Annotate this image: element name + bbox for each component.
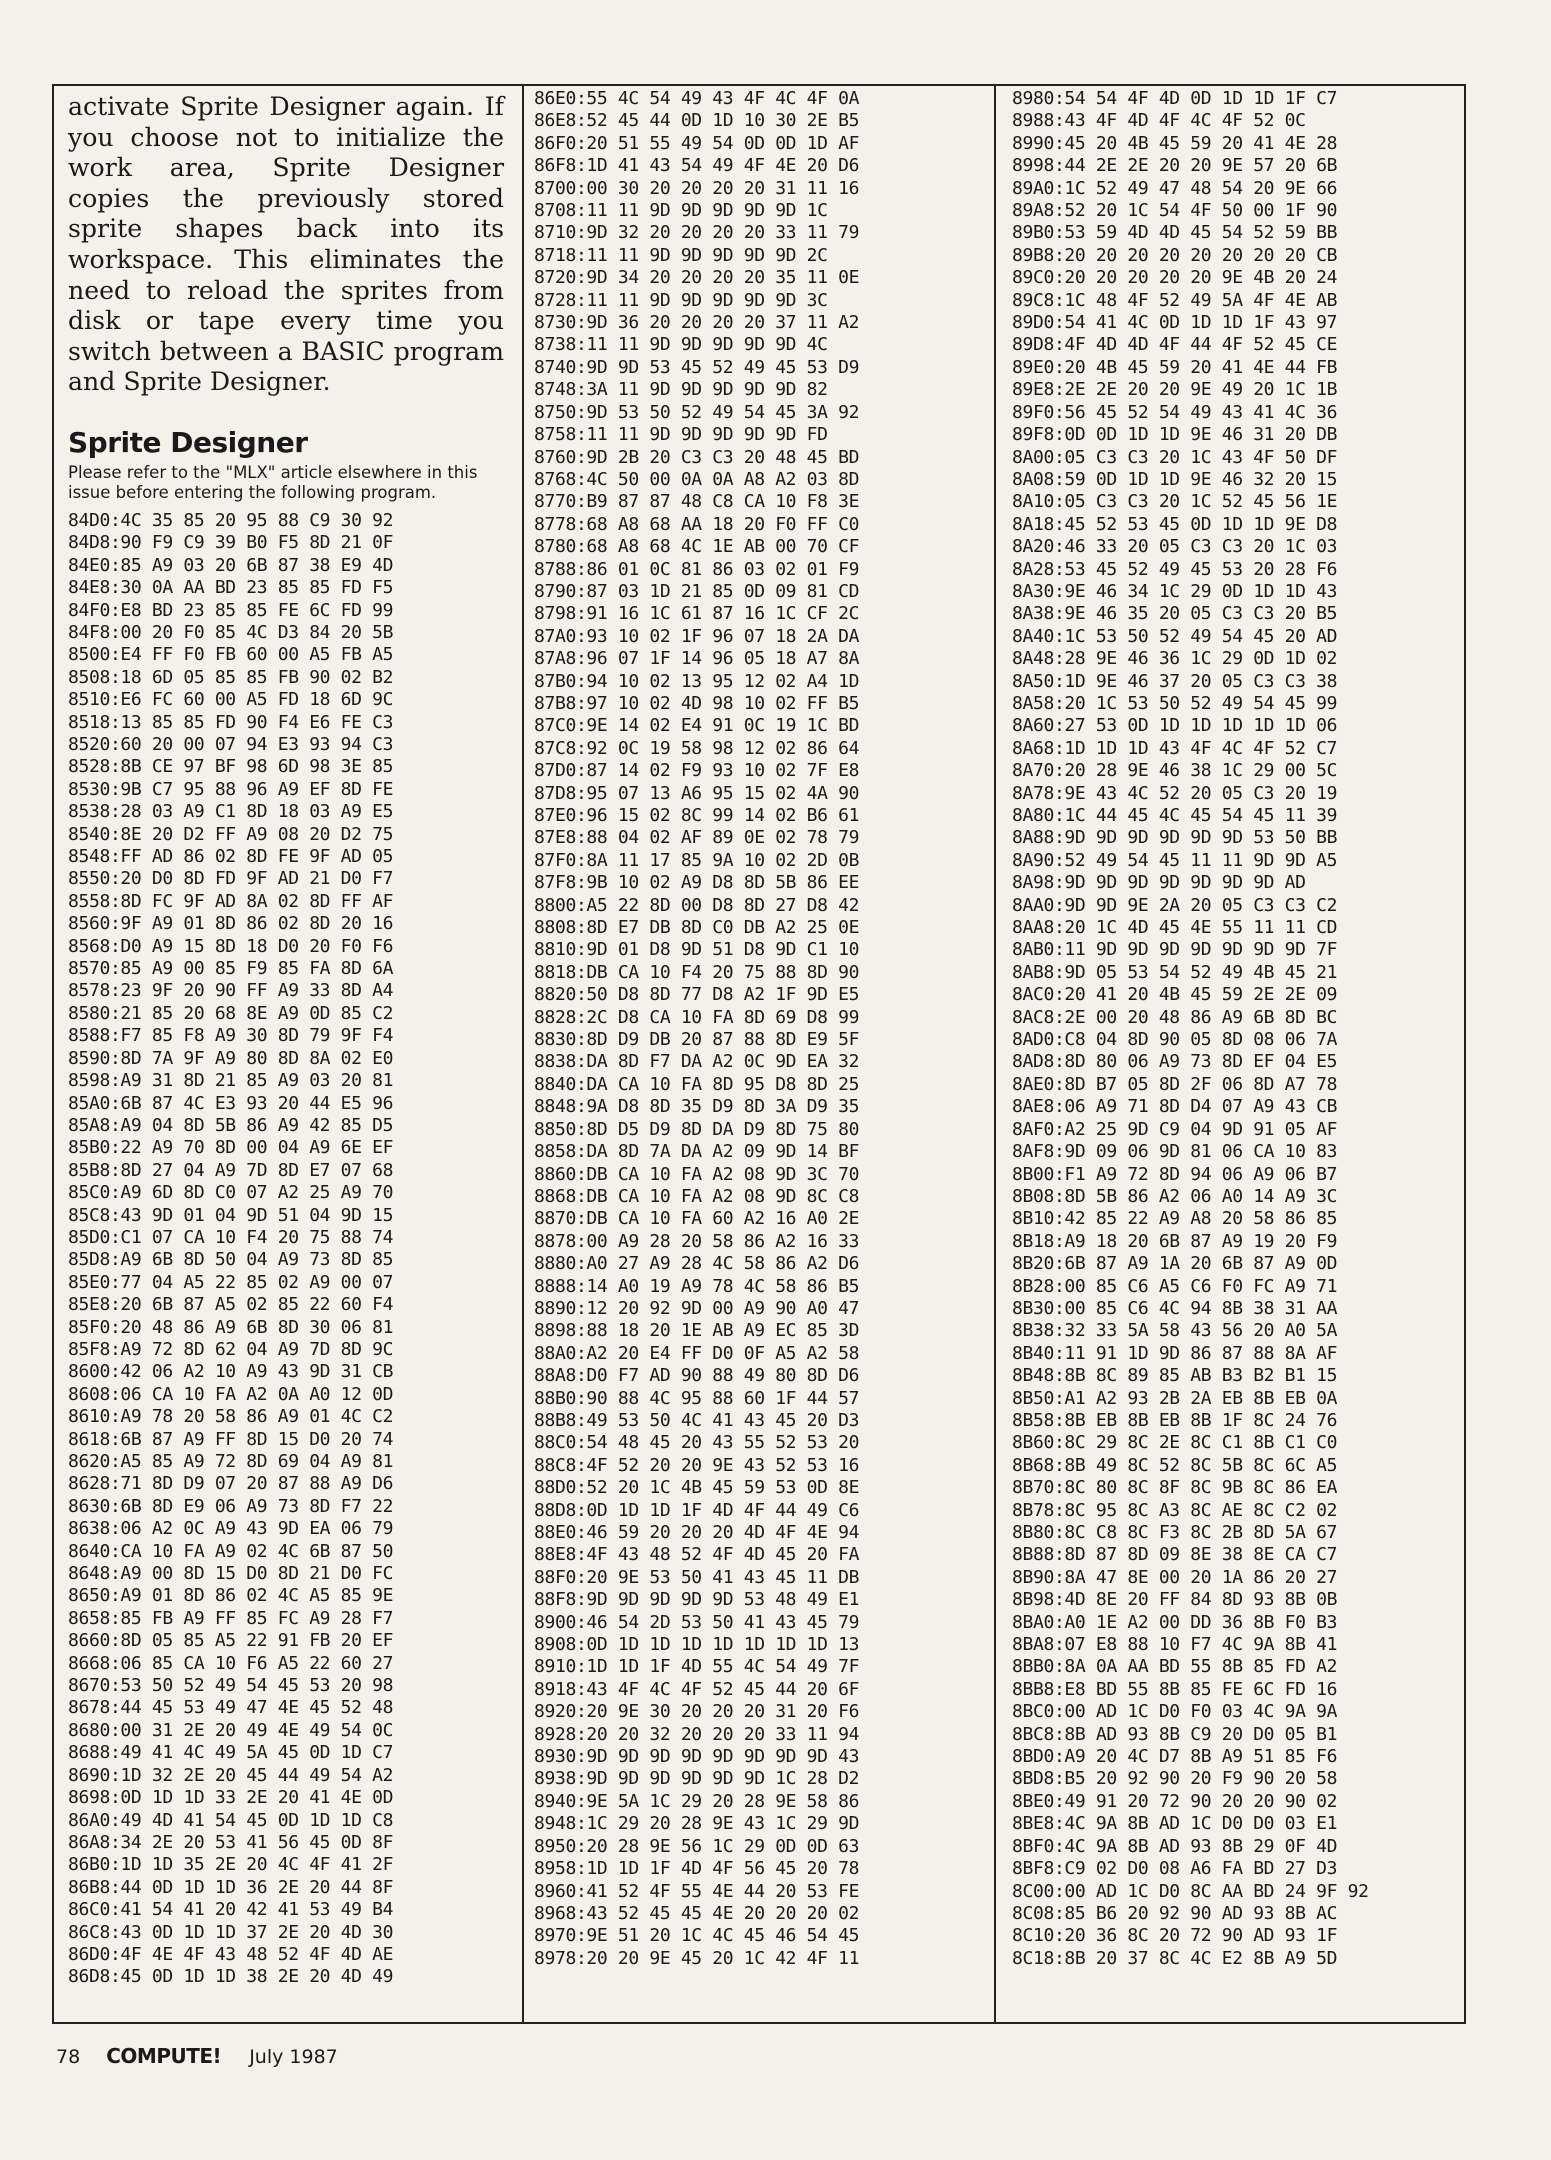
listing-line: 8B08:8D 5B 86 A2 06 A0 14 A9 3C xyxy=(1012,1185,1338,1207)
article-intro-text: activate Sprite Designer again. If you choose not to initialize the work area, Sprite Designer copies the previously stored sprite shapes back into its workspace. This eliminates the need to reload the sprites from disk or tape every time you switch between a BASIC program and Sprite Designer. xyxy=(68,92,504,397)
listing-line: 8648:A9 00 8D 15 D0 8D 21 D0 FC xyxy=(68,1563,394,1585)
listing-line: 8570:85 A9 00 85 F9 85 FA 8D 6A xyxy=(68,958,394,980)
listing-line: 8708:11 11 9D 9D 9D 9D 9D 1C xyxy=(534,200,828,222)
listing-line: 87C0:9E 14 02 E4 91 0C 19 1C BD xyxy=(534,715,860,737)
listing-line: 87D8:95 07 13 A6 95 15 02 4A 90 xyxy=(534,782,860,804)
listing-line: 8A40:1C 53 50 52 49 54 45 20 AD xyxy=(1012,625,1338,647)
listing-line: 8860:DB CA 10 FA A2 08 9D 3C 70 xyxy=(534,1163,860,1185)
listing-line: 88F8:9D 9D 9D 9D 9D 53 48 49 E1 xyxy=(534,1589,860,1611)
listing-line: 8968:43 52 45 45 4E 20 20 20 02 xyxy=(534,1902,860,1924)
listing-line: 8A00:05 C3 C3 20 1C 43 4F 50 DF xyxy=(1012,446,1338,468)
listing-line: 8608:06 CA 10 FA A2 0A A0 12 0D xyxy=(68,1383,394,1405)
listing-line: 8B40:11 91 1D 9D 86 87 88 8A AF xyxy=(1012,1342,1338,1364)
listing-line: 86E8:52 45 44 0D 1D 10 30 2E B5 xyxy=(534,110,860,132)
listing-line: 89A0:1C 52 49 47 48 54 20 9E 66 xyxy=(1012,177,1338,199)
listing-line: 8878:00 A9 28 20 58 86 A2 16 33 xyxy=(534,1230,860,1252)
listing-line: 8A48:28 9E 46 36 1C 29 0D 1D 02 xyxy=(1012,648,1338,670)
listing-column-1 xyxy=(68,510,504,1989)
listing-line: 8508:18 6D 05 85 85 FB 90 02 B2 xyxy=(68,666,394,688)
listing-line: 8B80:8C C8 8C F3 8C 2B 8D 5A 67 xyxy=(1012,1522,1338,1543)
listing-line: 8BF0:4C 9A 8B AD 93 8B 29 0F 4D xyxy=(1012,1835,1338,1857)
listing-line: 8AA8:20 1C 4D 45 4E 55 11 11 CD xyxy=(1012,917,1338,939)
listing-line: 8748:3A 11 9D 9D 9D 9D 9D 82 xyxy=(534,379,828,401)
listing-line: 8980:54 54 4F 4D 0D 1D 1D 1F C7 xyxy=(1012,88,1338,109)
listing-line: 8B98:4D 8E 20 FF 84 8D 93 8B 0B xyxy=(1012,1589,1338,1611)
listing-line: 8698:0D 1D 1D 33 2E 20 41 4E 0D xyxy=(68,1787,394,1809)
listing-line: 87E8:88 04 02 AF 89 0E 02 78 79 xyxy=(534,827,860,849)
listing-line: 8758:11 11 9D 9D 9D 9D 9D FD xyxy=(534,424,828,446)
listing-line: 8A58:20 1C 53 50 52 49 54 45 99 xyxy=(1012,692,1338,714)
column-rule xyxy=(994,84,996,2024)
magazine-name: COMPUTE! xyxy=(106,2044,222,2068)
listing-line: 8B18:A9 18 20 6B 87 A9 19 20 F9 xyxy=(1012,1230,1338,1252)
listing-line: 8828:2C D8 CA 10 FA 8D 69 D8 99 xyxy=(534,1006,860,1028)
listing-line: 8B28:00 85 C6 A5 C6 F0 FC A9 71 xyxy=(1012,1275,1338,1297)
listing-line: 8BC0:00 AD 1C D0 F0 03 4C 9A 9A xyxy=(1012,1701,1338,1723)
page-frame-bottom xyxy=(52,2022,1466,2024)
listing-line: 8B30:00 85 C6 4C 94 8B 38 31 AA xyxy=(1012,1297,1338,1319)
column-2 xyxy=(534,88,859,1970)
listing-line: 89A8:52 20 1C 54 4F 50 00 1F 90 xyxy=(1012,200,1338,222)
listing-line: 8520:60 20 00 07 94 E3 93 94 C3 xyxy=(68,734,394,755)
listing-line: 84D8:90 F9 C9 39 B0 F5 8D 21 0F xyxy=(68,532,394,554)
listing-line: 8618:6B 87 A9 FF 8D 15 D0 20 74 xyxy=(68,1428,394,1450)
listing-line: 8A18:45 52 53 45 0D 1D 1D 9E D8 xyxy=(1012,513,1338,535)
listing-line: 8A90:52 49 54 45 11 11 9D 9D A5 xyxy=(1012,849,1338,871)
listing-line: 8A30:9E 46 34 1C 29 0D 1D 1D 43 xyxy=(1012,580,1338,602)
listing-line: 89F8:0D 0D 1D 1D 9E 46 31 20 DB xyxy=(1012,424,1338,446)
listing-line: 86A8:34 2E 20 53 41 56 45 0D 8F xyxy=(68,1831,394,1853)
listing-line: 8728:11 11 9D 9D 9D 9D 9D 3C xyxy=(534,289,828,311)
listing-line: 8898:88 18 20 1E AB A9 EC 85 3D xyxy=(534,1320,860,1342)
listing-line: 8548:FF AD 86 02 8D FE 9F AD 05 xyxy=(68,846,394,868)
section-heading: Sprite Designer xyxy=(68,425,308,459)
listing-line: 8970:9E 51 20 1C 4C 45 46 54 45 xyxy=(534,1925,860,1947)
listing-line: 8658:85 FB A9 FF 85 FC A9 28 F7 xyxy=(68,1607,394,1629)
listing-line: 8C18:8B 20 37 8C 4C E2 8B A9 5D xyxy=(1012,1947,1338,1969)
listing-line: 8580:21 85 20 68 8E A9 0D 85 C2 xyxy=(68,1002,394,1024)
listing-line: 8A38:9E 46 35 20 05 C3 C3 20 B5 xyxy=(1012,603,1338,625)
listing-line: 8858:DA 8D 7A DA A2 09 9D 14 BF xyxy=(534,1141,860,1163)
listing-line: 86F0:20 51 55 49 54 0D 0D 1D AF xyxy=(534,132,860,154)
listing-line: 8680:00 31 2E 20 49 4E 49 54 0C xyxy=(68,1719,394,1741)
listing-line: 8BC8:8B AD 93 8B C9 20 D0 05 B1 xyxy=(1012,1723,1338,1745)
listing-line: 89F0:56 45 52 54 49 43 41 4C 36 xyxy=(1012,401,1338,423)
listing-line: 87D0:87 14 02 F9 93 10 02 7F E8 xyxy=(534,760,860,782)
listing-line: 8938:9D 9D 9D 9D 9D 9D 1C 28 D2 xyxy=(534,1768,860,1790)
listing-line: 85D8:A9 6B 8D 50 04 A9 73 8D 85 xyxy=(68,1249,394,1271)
listing-line: 8830:8D D9 DB 20 87 88 8D E9 5F xyxy=(534,1029,860,1051)
listing-line: 8950:20 28 9E 56 1C 29 0D 0D 63 xyxy=(534,1835,860,1857)
issue-date: July 1987 xyxy=(249,2046,338,2068)
listing-line: 89E8:2E 2E 20 20 9E 49 20 1C 1B xyxy=(1012,379,1338,401)
listing-line: 84E8:30 0A AA BD 23 85 85 FD F5 xyxy=(68,577,394,599)
listing-line: 8550:20 D0 8D FD 9F AD 21 D0 F7 xyxy=(68,868,394,890)
listing-line: 8948:1C 29 20 28 9E 43 1C 29 9D xyxy=(534,1813,860,1835)
listing-line: 8AE0:8D B7 05 8D 2F 06 8D A7 78 xyxy=(1012,1073,1338,1095)
listing-line: 8628:71 8D D9 07 20 87 88 A9 D6 xyxy=(68,1473,394,1495)
listing-line: 8778:68 A8 68 AA 18 20 F0 FF C0 xyxy=(534,513,860,535)
listing-line: 86C8:43 0D 1D 1D 37 2E 20 4D 30 xyxy=(68,1921,394,1943)
listing-line: 88E0:46 59 20 20 20 4D 4F 4E 94 xyxy=(534,1522,860,1543)
listing-line: 8AE8:06 A9 71 8D D4 07 A9 43 CB xyxy=(1012,1096,1338,1118)
listing-line: 8A20:46 33 20 05 C3 C3 20 1C 03 xyxy=(1012,536,1338,558)
listing-line: 85D0:C1 07 CA 10 F4 20 75 88 74 xyxy=(68,1226,394,1248)
listing-line: 86D8:45 0D 1D 1D 38 2E 20 4D 49 xyxy=(68,1966,394,1988)
listing-line: 8788:86 01 0C 81 86 03 02 01 F9 xyxy=(534,558,860,580)
listing-line: 8958:1D 1D 1F 4D 4F 56 45 20 78 xyxy=(534,1858,860,1880)
listing-line: 8650:A9 01 8D 86 02 4C A5 85 9E xyxy=(68,1585,394,1607)
listing-line: 8AD8:8D 80 06 A9 73 8D EF 04 E5 xyxy=(1012,1051,1338,1073)
listing-line: 8908:0D 1D 1D 1D 1D 1D 1D 1D 13 xyxy=(534,1634,860,1656)
listing-line: 8AB8:9D 05 53 54 52 49 4B 45 21 xyxy=(1012,961,1338,983)
page-footer xyxy=(56,2044,338,2068)
listing-line: 85B8:8D 27 04 A9 7D 8D E7 07 68 xyxy=(68,1159,394,1181)
listing-line: 8A98:9D 9D 9D 9D 9D 9D 9D AD xyxy=(1012,872,1306,894)
listing-line: 8B68:8B 49 8C 52 8C 5B 8C 6C A5 xyxy=(1012,1454,1338,1476)
listing-line: 8640:CA 10 FA A9 02 4C 6B 87 50 xyxy=(68,1540,394,1562)
listing-line: 8740:9D 9D 53 45 52 49 45 53 D9 xyxy=(534,356,860,378)
listing-line: 8940:9E 5A 1C 29 20 28 9E 58 86 xyxy=(534,1790,860,1812)
listing-line: 8620:A5 85 A9 72 8D 69 04 A9 81 xyxy=(68,1451,394,1472)
listing-line: 8A60:27 53 0D 1D 1D 1D 1D 1D 06 xyxy=(1012,715,1338,737)
listing-line: 8BB0:8A 0A AA BD 55 8B 85 FD A2 xyxy=(1012,1656,1338,1678)
listing-line: 8BE8:4C 9A 8B AD 1C D0 D0 03 E1 xyxy=(1012,1813,1338,1835)
listing-line: 8560:9F A9 01 8D 86 02 8D 20 16 xyxy=(68,913,394,935)
listing-line: 8928:20 20 32 20 20 20 33 11 94 xyxy=(534,1723,860,1745)
listing-line: 8A10:05 C3 C3 20 1C 52 45 56 1E xyxy=(1012,491,1338,513)
listing-line: 8B70:8C 80 8C 8F 8C 9B 8C 86 EA xyxy=(1012,1477,1338,1499)
listing-line: 87B0:94 10 02 13 95 12 02 A4 1D xyxy=(534,670,860,692)
listing-line: 8870:DB CA 10 FA 60 A2 16 A0 2E xyxy=(534,1208,860,1230)
listing-line: 84F0:E8 BD 23 85 85 FE 6C FD 99 xyxy=(68,599,394,621)
listing-line: 8810:9D 01 D8 9D 51 D8 9D C1 10 xyxy=(534,939,860,961)
listing-line: 8568:D0 A9 15 8D 18 D0 20 F0 F6 xyxy=(68,935,394,957)
listing-line: 85F8:A9 72 8D 62 04 A9 7D 8D 9C xyxy=(68,1338,394,1360)
listing-line: 8B48:8B 8C 89 85 AB B3 B2 B1 15 xyxy=(1012,1365,1338,1387)
listing-line: 8660:8D 05 85 A5 22 91 FB 20 EF xyxy=(68,1630,394,1652)
listing-line: 8B38:32 33 5A 58 43 56 20 A0 5A xyxy=(1012,1320,1338,1342)
listing-line: 8C00:00 AD 1C D0 8C AA BD 24 9F 92 xyxy=(1012,1880,1369,1902)
listing-line: 87C8:92 0C 19 58 98 12 02 86 64 xyxy=(534,737,860,759)
listing-line: 8A78:9E 43 4C 52 20 05 C3 20 19 xyxy=(1012,782,1338,804)
listing-line: 8850:8D D5 D9 8D DA D9 8D 75 80 xyxy=(534,1118,860,1140)
listing-line: 88B8:49 53 50 4C 41 43 45 20 D3 xyxy=(534,1409,860,1431)
listing-line: 85A0:6B 87 4C E3 93 20 44 E5 96 xyxy=(68,1092,394,1114)
listing-line: 85C0:A9 6D 8D C0 07 A2 25 A9 70 xyxy=(68,1182,394,1204)
listing-line: 8AA0:9D 9D 9E 2A 20 05 C3 C3 C2 xyxy=(1012,894,1338,916)
listing-line: 8730:9D 36 20 20 20 20 37 11 A2 xyxy=(534,312,860,334)
listing-line: 8670:53 50 52 49 54 45 53 20 98 xyxy=(68,1675,394,1697)
listing-line: 8B00:F1 A9 72 8D 94 06 A9 06 B7 xyxy=(1012,1163,1338,1185)
listing-line: 88B0:90 88 4C 95 88 60 1F 44 57 xyxy=(534,1387,860,1409)
listing-line: 8848:9A D8 8D 35 D9 8D 3A D9 35 xyxy=(534,1096,860,1118)
listing-line: 84E0:85 A9 03 20 6B 87 38 E9 4D xyxy=(68,554,394,576)
listing-line: 8A80:1C 44 45 4C 45 54 45 11 39 xyxy=(1012,805,1338,826)
listing-line: 8690:1D 32 2E 20 45 44 49 54 A2 xyxy=(68,1764,394,1786)
listing-line: 8B50:A1 A2 93 2B 2A EB 8B EB 0A xyxy=(1012,1387,1338,1409)
listing-line: 8840:DA CA 10 FA 8D 95 D8 8D 25 xyxy=(534,1073,860,1095)
listing-line: 8598:A9 31 8D 21 85 A9 03 20 81 xyxy=(68,1070,394,1092)
listing-line: 8678:44 45 53 49 47 4E 45 52 48 xyxy=(68,1697,394,1719)
listing-line: 8528:8B CE 97 BF 98 6D 98 3E 85 xyxy=(68,756,394,778)
listing-line: 85C8:43 9D 01 04 9D 51 04 9D 15 xyxy=(68,1204,394,1226)
listing-line: 85A8:A9 04 8D 5B 86 A9 42 85 D5 xyxy=(68,1114,394,1136)
listing-line: 8AD0:C8 04 8D 90 05 8D 08 06 7A xyxy=(1012,1029,1338,1051)
listing-line: 88D8:0D 1D 1D 1F 4D 4F 44 49 C6 xyxy=(534,1499,860,1521)
mlx-note: Please refer to the "MLX" article elsewhere in this issue before entering the following program. xyxy=(68,462,478,503)
listing-line: 8BD8:B5 20 92 90 20 F9 90 20 58 xyxy=(1012,1768,1338,1790)
listing-line: 8718:11 11 9D 9D 9D 9D 9D 2C xyxy=(534,244,828,266)
listing-line: 8880:A0 27 A9 28 4C 58 86 A2 D6 xyxy=(534,1253,860,1275)
listing-line: 86A0:49 4D 41 54 45 0D 1D 1D C8 xyxy=(68,1809,394,1831)
listing-line: 88E8:4F 43 48 52 4F 4D 45 20 FA xyxy=(534,1544,860,1566)
listing-line: 89B8:20 20 20 20 20 20 20 20 CB xyxy=(1012,244,1338,266)
listing-line: 8930:9D 9D 9D 9D 9D 9D 9D 9D 43 xyxy=(534,1746,860,1768)
listing-line: 8510:E6 FC 60 00 A5 FD 18 6D 9C xyxy=(68,689,394,711)
listing-line: 8770:B9 87 87 48 C8 CA 10 F8 3E xyxy=(534,491,860,513)
listing-line: 85E8:20 6B 87 A5 02 85 22 60 F4 xyxy=(68,1294,394,1316)
listing-line: 8AF0:A2 25 9D C9 04 9D 91 05 AF xyxy=(1012,1118,1338,1140)
listing-line: 8668:06 85 CA 10 F6 A5 22 60 27 xyxy=(68,1652,394,1674)
listing-line: 8750:9D 53 50 52 49 54 45 3A 92 xyxy=(534,401,860,423)
listing-line: 8738:11 11 9D 9D 9D 9D 9D 4C xyxy=(534,334,828,356)
listing-line: 85F0:20 48 86 A9 6B 8D 30 06 81 xyxy=(68,1316,394,1338)
listing-line: 8818:DB CA 10 F4 20 75 88 8D 90 xyxy=(534,961,860,983)
listing-line: 86E0:55 4C 54 49 43 4F 4C 4F 0A xyxy=(534,88,860,109)
listing-line: 8630:6B 8D E9 06 A9 73 8D F7 22 xyxy=(68,1495,394,1517)
listing-line: 8A08:59 0D 1D 1D 9E 46 32 20 15 xyxy=(1012,468,1338,490)
listing-line: 8920:20 9E 30 20 20 20 31 20 F6 xyxy=(534,1701,860,1723)
listing-line: 8A68:1D 1D 1D 43 4F 4C 4F 52 C7 xyxy=(1012,737,1338,759)
listing-line: 8720:9D 34 20 20 20 20 35 11 0E xyxy=(534,267,860,289)
listing-line: 89C0:20 20 20 20 20 9E 4B 20 24 xyxy=(1012,267,1338,289)
listing-line: 8A88:9D 9D 9D 9D 9D 9D 53 50 BB xyxy=(1012,827,1338,849)
listing-line: 89C8:1C 48 4F 52 49 5A 4F 4E AB xyxy=(1012,289,1338,311)
listing-line: 8BF8:C9 02 D0 08 A6 FA BD 27 D3 xyxy=(1012,1858,1338,1880)
column-3 xyxy=(1012,88,1369,1970)
listing-line: 8838:DA 8D F7 DA A2 0C 9D EA 32 xyxy=(534,1051,860,1073)
listing-line: 89D8:4F 4D 4D 4F 44 4F 52 45 CE xyxy=(1012,334,1338,356)
listing-line: 86C0:41 54 41 20 42 41 53 49 B4 xyxy=(68,1899,394,1921)
listing-line: 87B8:97 10 02 4D 98 10 02 FF B5 xyxy=(534,692,860,714)
listing-line: 86B0:1D 1D 35 2E 20 4C 4F 41 2F xyxy=(68,1854,394,1876)
listing-line: 89E0:20 4B 45 59 20 41 4E 44 FB xyxy=(1012,356,1338,378)
listing-line: 8B88:8D 87 8D 09 8E 38 8E CA C7 xyxy=(1012,1544,1338,1566)
listing-line: 8590:8D 7A 9F A9 80 8D 8A 02 E0 xyxy=(68,1047,394,1069)
listing-line: 8888:14 A0 19 A9 78 4C 58 86 B5 xyxy=(534,1275,860,1297)
listing-line: 8AC0:20 41 20 4B 45 59 2E 2E 09 xyxy=(1012,984,1338,1006)
listing-line: 8578:23 9F 20 90 FF A9 33 8D A4 xyxy=(68,980,394,1002)
listing-line: 8538:28 03 A9 C1 8D 18 03 A9 E5 xyxy=(68,801,394,823)
listing-line: 84F8:00 20 F0 85 4C D3 84 20 5B xyxy=(68,621,394,643)
listing-line: 84D0:4C 35 85 20 95 88 C9 30 92 xyxy=(68,509,394,531)
listing-line: 8BB8:E8 BD 55 8B 85 FE 6C FD 16 xyxy=(1012,1678,1338,1700)
listing-line: 8710:9D 32 20 20 20 20 33 11 79 xyxy=(534,222,860,244)
listing-line: 8A28:53 45 52 49 45 53 20 28 F6 xyxy=(1012,558,1338,580)
listing-line: 8B10:42 85 22 A9 A8 20 58 86 85 xyxy=(1012,1208,1338,1230)
listing-line: 8900:46 54 2D 53 50 41 43 45 79 xyxy=(534,1611,860,1633)
listing-column-3 xyxy=(1012,88,1369,1970)
listing-line: 85E0:77 04 A5 22 85 02 A9 00 07 xyxy=(68,1271,394,1293)
listing-line: 8530:9B C7 95 88 96 A9 EF 8D FE xyxy=(68,778,394,800)
listing-line: 88A0:A2 20 E4 FF D0 0F A5 A2 58 xyxy=(534,1342,860,1364)
listing-line: 87F8:9B 10 02 A9 D8 8D 5B 86 EE xyxy=(534,872,860,894)
listing-line: 8768:4C 50 00 0A 0A A8 A2 03 8D xyxy=(534,468,860,490)
listing-line: 86F8:1D 41 43 54 49 4F 4E 20 D6 xyxy=(534,155,860,177)
listing-line: 8868:DB CA 10 FA A2 08 9D 8C C8 xyxy=(534,1185,860,1207)
listing-line: 8610:A9 78 20 58 86 A9 01 4C C2 xyxy=(68,1406,394,1428)
listing-line: 8518:13 85 85 FD 90 F4 E6 FE C3 xyxy=(68,711,394,733)
column-rule xyxy=(522,84,524,2024)
listing-line: 8BD0:A9 20 4C D7 8B A9 51 85 F6 xyxy=(1012,1746,1338,1768)
listing-line: 8798:91 16 1C 61 87 16 1C CF 2C xyxy=(534,603,860,625)
listing-line: 87F0:8A 11 17 85 9A 10 02 2D 0B xyxy=(534,849,860,871)
listing-line: 8960:41 52 4F 55 4E 44 20 53 FE xyxy=(534,1880,860,1902)
listing-line: 8600:42 06 A2 10 A9 43 9D 31 CB xyxy=(68,1361,394,1383)
listing-line: 8B90:8A 47 8E 00 20 1A 86 20 27 xyxy=(1012,1566,1338,1588)
listing-line: 8760:9D 2B 20 C3 C3 20 48 45 BD xyxy=(534,446,860,468)
listing-line: 8978:20 20 9E 45 20 1C 42 4F 11 xyxy=(534,1947,860,1969)
listing-line: 88A8:D0 F7 AD 90 88 49 80 8D D6 xyxy=(534,1365,860,1387)
listing-line: 8890:12 20 92 9D 00 A9 90 A0 47 xyxy=(534,1297,860,1319)
listing-line: 8BE0:49 91 20 72 90 20 20 90 02 xyxy=(1012,1790,1338,1812)
listing-line: 87A0:93 10 02 1F 96 07 18 2A DA xyxy=(534,625,860,647)
listing-line: 87E0:96 15 02 8C 99 14 02 B6 61 xyxy=(534,805,860,826)
listing-line: 88D0:52 20 1C 4B 45 59 53 0D 8E xyxy=(534,1477,860,1499)
column-1 xyxy=(68,92,504,1989)
listing-line: 8C10:20 36 8C 20 72 90 AD 93 1F xyxy=(1012,1925,1338,1947)
listing-line: 8558:8D FC 9F AD 8A 02 8D FF AF xyxy=(68,890,394,912)
listing-line: 88C0:54 48 45 20 43 55 52 53 20 xyxy=(534,1432,860,1454)
listing-line: 8C08:85 B6 20 92 90 AD 93 8B AC xyxy=(1012,1902,1338,1924)
listing-line: 8588:F7 85 F8 A9 30 8D 79 9F F4 xyxy=(68,1025,394,1047)
listing-line: 88F0:20 9E 53 50 41 43 45 11 DB xyxy=(534,1566,860,1588)
listing-line: 8820:50 D8 8D 77 D8 A2 1F 9D E5 xyxy=(534,984,860,1006)
listing-line: 8688:49 41 4C 49 5A 45 0D 1D C7 xyxy=(68,1742,394,1764)
listing-line: 8500:E4 FF F0 FB 60 00 A5 FB A5 xyxy=(68,644,394,666)
listing-line: 8988:43 4F 4D 4F 4C 4F 52 0C xyxy=(1012,110,1306,132)
listing-line: 8990:45 20 4B 45 59 20 41 4E 28 xyxy=(1012,132,1338,154)
listing-line: 8AC8:2E 00 20 48 86 A9 6B 8D BC xyxy=(1012,1006,1338,1028)
listing-line: 8BA0:A0 1E A2 00 DD 36 8B F0 B3 xyxy=(1012,1611,1338,1633)
listing-line: 87A8:96 07 1F 14 96 05 18 A7 8A xyxy=(534,648,860,670)
listing-line: 8A70:20 28 9E 46 38 1C 29 00 5C xyxy=(1012,760,1338,782)
listing-line: 8700:00 30 20 20 20 20 31 11 16 xyxy=(534,177,860,199)
listing-line: 8AF8:9D 09 06 9D 81 06 CA 10 83 xyxy=(1012,1141,1338,1163)
listing-line: 8910:1D 1D 1F 4D 55 4C 54 49 7F xyxy=(534,1656,860,1678)
listing-line: 8B58:8B EB 8B EB 8B 1F 8C 24 76 xyxy=(1012,1409,1338,1431)
listing-line: 8800:A5 22 8D 00 D8 8D 27 D8 42 xyxy=(534,894,860,916)
listing-line: 8B20:6B 87 A9 1A 20 6B 87 A9 0D xyxy=(1012,1253,1338,1275)
listing-line: 86B8:44 0D 1D 1D 36 2E 20 44 8F xyxy=(68,1876,394,1898)
listing-line: 88C8:4F 52 20 20 9E 43 52 53 16 xyxy=(534,1454,860,1476)
listing-line: 8A50:1D 9E 46 37 20 05 C3 C3 38 xyxy=(1012,670,1338,692)
listing-line: 89D0:54 41 4C 0D 1D 1D 1F 43 97 xyxy=(1012,312,1338,334)
listing-line: 8998:44 2E 2E 20 20 9E 57 20 6B xyxy=(1012,155,1338,177)
listing-line: 8AB0:11 9D 9D 9D 9D 9D 9D 9D 7F xyxy=(1012,939,1338,961)
listing-line: 89B0:53 59 4D 4D 45 54 52 59 BB xyxy=(1012,222,1338,244)
listing-line: 85B0:22 A9 70 8D 00 04 A9 6E EF xyxy=(68,1137,394,1159)
listing-line: 8540:8E 20 D2 FF A9 08 20 D2 75 xyxy=(68,823,394,845)
listing-line: 8918:43 4F 4C 4F 52 45 44 20 6F xyxy=(534,1678,860,1700)
listing-line: 8780:68 A8 68 4C 1E AB 00 70 CF xyxy=(534,536,860,558)
listing-line: 8808:8D E7 DB 8D C0 DB A2 25 0E xyxy=(534,917,860,939)
listing-column-2 xyxy=(534,88,859,1970)
listing-line: 86D0:4F 4E 4F 43 48 52 4F 4D AE xyxy=(68,1943,394,1965)
listing-line: 8B60:8C 29 8C 2E 8C C1 8B C1 C0 xyxy=(1012,1432,1338,1454)
listing-line: 8790:87 03 1D 21 85 0D 09 81 CD xyxy=(534,580,860,602)
page-number: 78 xyxy=(56,2046,81,2068)
listing-line: 8B78:8C 95 8C A3 8C AE 8C C2 02 xyxy=(1012,1499,1338,1521)
listing-line: 8638:06 A2 0C A9 43 9D EA 06 79 xyxy=(68,1518,394,1540)
listing-line: 8BA8:07 E8 88 10 F7 4C 9A 8B 41 xyxy=(1012,1634,1338,1656)
